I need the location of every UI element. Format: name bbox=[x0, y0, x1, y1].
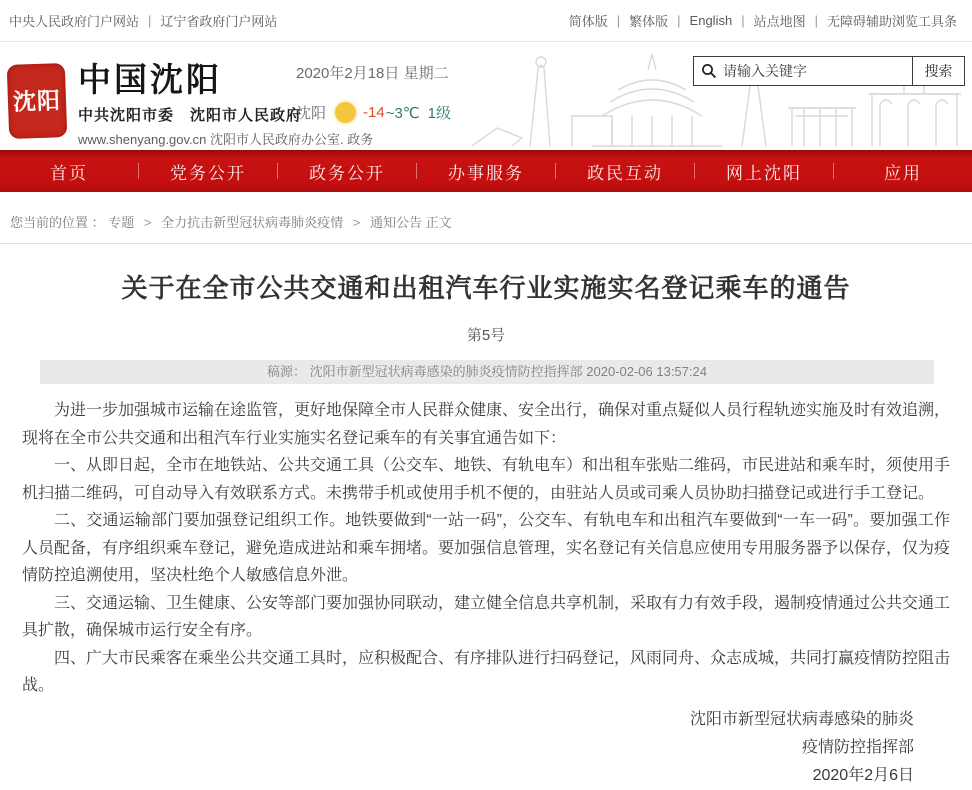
site-utility-links bbox=[560, 11, 966, 30]
link-central-gov[interactable]: 中央人民政府门户网站 bbox=[9, 14, 140, 29]
link-traditional[interactable]: 繁体版 bbox=[629, 14, 669, 29]
date-weather-block bbox=[296, 62, 451, 123]
gov-portal-links bbox=[0, 11, 286, 30]
wind-level: 1级 bbox=[427, 105, 451, 122]
site-header bbox=[0, 42, 972, 150]
search-icon bbox=[701, 63, 717, 79]
breadcrumb bbox=[0, 192, 972, 244]
site-search bbox=[693, 56, 965, 86]
site-url-line: www.shenyang.gov.cn 沈阳市人民政府办公室. 政务 bbox=[78, 132, 374, 147]
shenyang-seal-logo bbox=[7, 63, 68, 139]
breadcrumb-item-special[interactable]: 专题 bbox=[108, 215, 135, 230]
breadcrumb-separator: > bbox=[143, 215, 152, 230]
nav-item-apps[interactable]: 应用 bbox=[884, 163, 922, 183]
nav-item-interaction[interactable]: 政民互动 bbox=[587, 163, 663, 183]
signature-line: 疫情防控指挥部 bbox=[801, 738, 914, 756]
paragraph: 为进一步加强城市运输在途监管，更好地保障全市人民群众健康、安全出行，确保对重点疑似人员行程轨迹实施及时有效追溯，现将在全市公共交通和出租汽车行业实施实名登记乘车的有关事宜通告如下： bbox=[22, 402, 951, 447]
breadcrumb-prefix: 您当前的位置 ： bbox=[10, 215, 105, 230]
sun-icon bbox=[335, 102, 356, 123]
nav-item-services[interactable]: 办事服务 bbox=[448, 163, 524, 183]
signature-block bbox=[0, 706, 914, 790]
breadcrumb-current: 正文 bbox=[425, 215, 452, 230]
link-liaoning-gov[interactable]: 辽宁省政府门户网站 bbox=[160, 14, 278, 29]
link-accessibility-toolbar[interactable]: 无障碍辅助浏览工具条 bbox=[826, 14, 957, 29]
org-line: 中共沈阳市委 沈阳市人民政府 bbox=[78, 107, 303, 124]
nav-item-gov-affairs[interactable]: 政务公开 bbox=[309, 163, 385, 183]
nav-item-online-shenyang[interactable]: 网上沈阳 bbox=[726, 163, 802, 183]
seal-text: 沈阳 bbox=[12, 86, 62, 115]
temp-low: -14 bbox=[363, 104, 385, 121]
weather-row bbox=[296, 102, 451, 123]
search-input[interactable] bbox=[723, 63, 912, 79]
divider: | bbox=[148, 13, 152, 28]
paragraph: 二、交通运输部门要加强登记组织工作。地铁要做到“一站一码”，公交车、有轨电车和出租汽车要做到“一车一码”。要加强工作人员配备，有序组织乘车登记，避免造成进站和乘车拥堵。要加强信息管理，实名登记有关信息应使用专用服务器予以保存，仅为疫情防控追溯使用，坚决杜绝个人敏感信息外泄。 bbox=[22, 512, 951, 584]
doc-number: 第5号 bbox=[466, 327, 506, 344]
paragraph: 四、广大市民乘客在乘坐公共交通工具时，应积极配合、有序排队进行扫码登记，风雨同舟、众志成城，共同打赢疫情防控阻击战。 bbox=[22, 649, 951, 694]
breadcrumb-item-notices[interactable]: 通知公告 bbox=[369, 215, 422, 230]
divider: | bbox=[677, 13, 681, 28]
signature-date: 2020年2月6日 bbox=[812, 766, 914, 784]
article-body bbox=[22, 397, 950, 700]
breadcrumb-separator: > bbox=[352, 215, 361, 230]
link-simplified[interactable]: 简体版 bbox=[568, 14, 608, 29]
search-button[interactable]: 搜索 bbox=[912, 57, 964, 85]
site-name: 中国沈阳 bbox=[78, 61, 222, 98]
paragraph: 一、从即日起，全市在地铁站、公共交通工具（公交车、地铁、有轨电车）和出租车张贴二维码，市民进站和乘车时，须使用手机扫描二维码，可自动导入有效联系方式。未携带手机或使用手机不便的，由驻站人员或司乘人员协助扫描登记或进行手工登记。 bbox=[22, 457, 951, 502]
temp-range: ~3℃ bbox=[385, 104, 420, 122]
link-sitemap[interactable]: 站点地图 bbox=[753, 14, 806, 29]
top-utility-bar bbox=[0, 0, 972, 42]
article bbox=[0, 268, 972, 790]
paragraph: 三、交通运输、卫生健康、公安等部门要加强协同联动，建立健全信息共享机制，采取有力有效手段，遏制疫情通过公共交通工具扩散，确保城市运行安全有序。 bbox=[22, 594, 951, 639]
signature-line: 沈阳市新型冠状病毒感染的肺炎 bbox=[689, 710, 914, 728]
divider: | bbox=[814, 13, 818, 28]
current-date: 2020年2月18日 星期二 bbox=[296, 65, 449, 82]
divider: | bbox=[616, 13, 621, 28]
article-title: 关于在全市公共交通和出租汽车行业实施实名登记乘车的通告 bbox=[121, 273, 851, 303]
breadcrumb-item-epidemic[interactable]: 全力抗击新型冠状病毒肺炎疫情 bbox=[161, 215, 344, 230]
nav-item-party-affairs[interactable]: 党务公开 bbox=[170, 163, 246, 183]
source-bar: 稿源： 沈阳市新型冠状病毒感染的肺炎疫情防控指挥部 2020-02-06 13:57:24 bbox=[40, 360, 934, 384]
main-nav bbox=[0, 150, 972, 192]
nav-item-home[interactable]: 首页 bbox=[50, 163, 88, 183]
weather-city: 沈阳 bbox=[296, 105, 327, 122]
divider: | bbox=[741, 13, 745, 28]
link-english[interactable]: English bbox=[689, 13, 733, 28]
